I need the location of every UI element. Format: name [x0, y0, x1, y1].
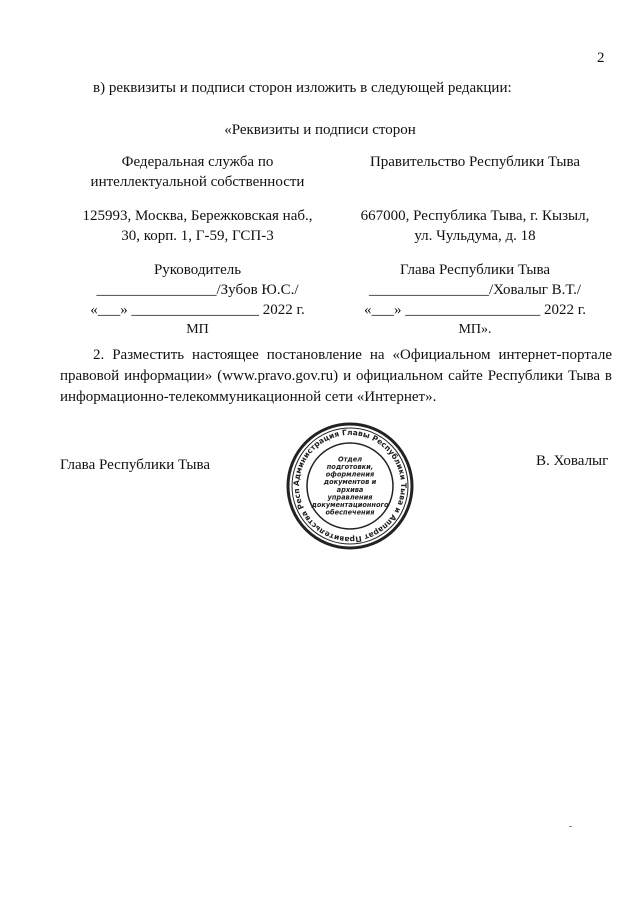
right-party-stamp-place: МП».: [458, 322, 492, 337]
paragraph-2-text: 2. Разместить настоящее постановление на «Официальном интернет-портале правовой информации» (www.pravo.gov.ru) и официальном сайте Республики Тыва в информационно-телекоммуникационной сети «Интернет».: [60, 347, 612, 405]
paragraph-2: [60, 345, 612, 408]
seal-center-line: архива: [336, 485, 364, 494]
requisites-heading: «Реквизиты и подписи сторон: [224, 122, 416, 138]
left-party-address: [75, 206, 320, 246]
right-party-date-line: «___» __________________ 2022 г.: [364, 302, 586, 318]
seal-center-line: документов и: [323, 478, 377, 487]
left-party-name: [75, 152, 320, 192]
left-party-name-line-1: Федеральная служба по: [121, 154, 274, 170]
left-party-address-line-2: 30, корп. 1, Г-59, ГСП-3: [121, 228, 274, 244]
right-party-signature-block: [350, 260, 600, 340]
intro-line: в) реквизиты и подписи сторон изложить в следующей редакции:: [93, 80, 512, 96]
seal-center-line: оформления: [325, 470, 375, 479]
left-party-address-line-1: 125993, Москва, Бережковская наб.,: [82, 208, 313, 224]
seal-center-line: документационного: [311, 501, 389, 509]
left-party-position: Руководитель: [153, 262, 242, 278]
seal-center-text: [311, 455, 389, 516]
right-party-address-line-2: ул. Чульдума, д. 18: [414, 228, 536, 244]
seal-ring-text: Администрация Главы Республики Тыва и Аппарат Правительства Респ: [291, 427, 409, 545]
right-party-name: [350, 152, 600, 172]
seal-center-line: обеспечения: [325, 508, 375, 517]
left-party-signature-line: ________________/Зубов Ю.С./: [96, 282, 299, 298]
right-party-position: Глава Республики Тыва: [399, 262, 550, 278]
seal-center-line: управления: [327, 493, 373, 502]
left-party-signature-block: [75, 260, 320, 340]
official-seal: [285, 421, 415, 551]
signer-title: Глава Республики Тыва: [60, 457, 211, 473]
right-party-signature-line: ________________/Ховалыг В.Т./: [368, 282, 582, 298]
seal-center-line: подготовки,: [326, 463, 374, 471]
scan-speck: [569, 826, 572, 827]
left-party-name-line-2: интеллектуальной собственности: [90, 174, 305, 190]
seal-graphic: [285, 421, 415, 551]
signer-name: В. Ховалыг: [536, 453, 609, 469]
left-party-date-line: «___» _________________ 2022 г.: [90, 302, 305, 318]
page-number: 2: [597, 50, 605, 66]
right-party-address: [350, 206, 600, 246]
right-party-name-line-1: Правительство Республики Тыва: [369, 154, 581, 170]
seal-center-line: Отдел: [337, 455, 363, 464]
right-party-address-line-1: 667000, Республика Тыва, г. Кызыл,: [360, 208, 590, 224]
left-party-stamp-place: МП: [186, 322, 209, 337]
